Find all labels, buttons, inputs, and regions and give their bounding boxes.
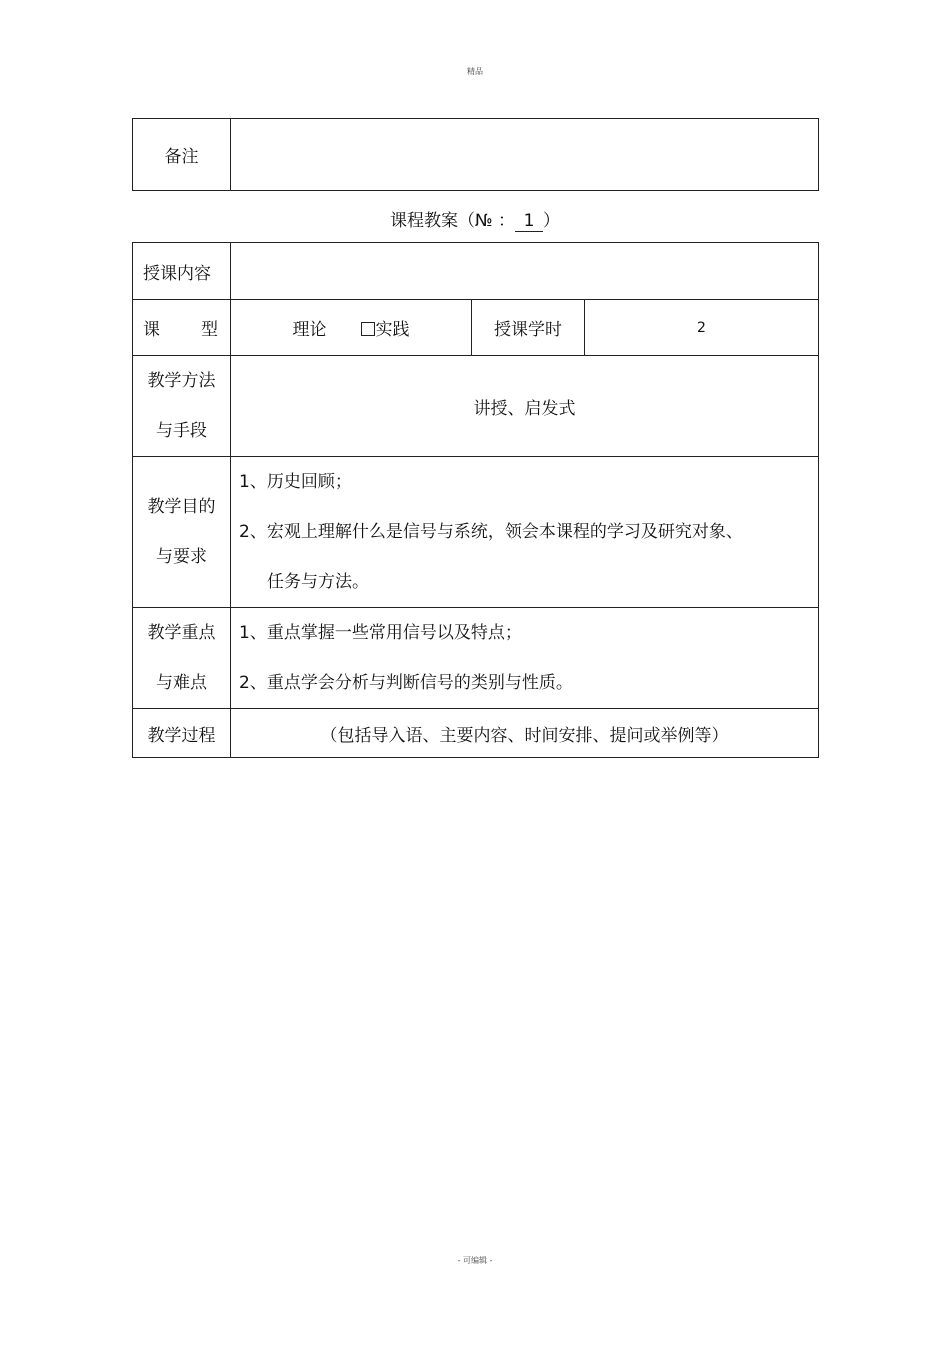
goals-label bbox=[133, 457, 231, 608]
hours-value: 2 bbox=[585, 300, 819, 356]
option-practice: 实践 bbox=[375, 320, 410, 340]
hours-label: 授课学时 bbox=[472, 300, 585, 356]
goals-item-1: 1、历史回顾； bbox=[239, 472, 352, 492]
checkbox-icon[interactable] bbox=[361, 322, 375, 336]
process-label: 教学过程 bbox=[133, 709, 231, 758]
keypoints-label bbox=[133, 608, 231, 709]
lesson-number: 1 bbox=[515, 211, 543, 232]
content-value bbox=[231, 243, 819, 300]
keypoints-item-1: 1、重点掌握一些常用信号以及特点； bbox=[239, 623, 522, 643]
title-prefix: 课程教案（№ ： bbox=[389, 211, 516, 231]
method-row bbox=[133, 356, 819, 457]
type-options bbox=[231, 300, 472, 356]
lesson-plan-title bbox=[132, 206, 818, 232]
type-label-b: 型 bbox=[201, 320, 218, 340]
method-label bbox=[133, 356, 231, 457]
method-label-line2: 与手段 bbox=[156, 421, 207, 441]
process-row bbox=[133, 709, 819, 758]
keypoints-label-line1: 教学重点 bbox=[147, 623, 216, 643]
goals-item-2-continued: 任务与方法。 bbox=[267, 572, 369, 592]
method-value: 讲授、启发式 bbox=[231, 356, 819, 457]
goals-item-2: 2、宏观上理解什么是信号与系统，领会本课程的学习及研究对象、 bbox=[239, 522, 743, 542]
page-header: 精品 bbox=[467, 67, 483, 76]
content-label: 授课内容 bbox=[133, 243, 231, 300]
type-label-a: 课 bbox=[143, 320, 160, 340]
title-suffix: ） bbox=[543, 211, 561, 231]
goals-label-line1: 教学目的 bbox=[147, 497, 216, 517]
remarks-table bbox=[132, 118, 819, 191]
keypoints-label-line2: 与难点 bbox=[156, 673, 207, 693]
keypoints-value bbox=[231, 608, 819, 709]
option-theory: 理论 bbox=[292, 320, 327, 340]
method-label-line1: 教学方法 bbox=[147, 371, 216, 391]
lesson-plan-table bbox=[132, 242, 819, 758]
keypoints-item-2: 2、重点学会分析与判断信号的类别与性质。 bbox=[239, 673, 573, 693]
page-footer: - 可编辑 - bbox=[457, 1256, 493, 1265]
remarks-label: 备注 bbox=[133, 119, 231, 191]
process-value: （包括导入语、主要内容、时间安排、提问或举例等） bbox=[231, 709, 819, 758]
type-row bbox=[133, 300, 819, 356]
goals-value bbox=[231, 457, 819, 608]
goals-row bbox=[133, 457, 819, 608]
remarks-value bbox=[231, 119, 819, 191]
remarks-row bbox=[133, 119, 819, 191]
goals-label-line2: 与要求 bbox=[156, 547, 207, 567]
keypoints-row bbox=[133, 608, 819, 709]
content-row bbox=[133, 243, 819, 300]
type-label bbox=[133, 300, 231, 356]
